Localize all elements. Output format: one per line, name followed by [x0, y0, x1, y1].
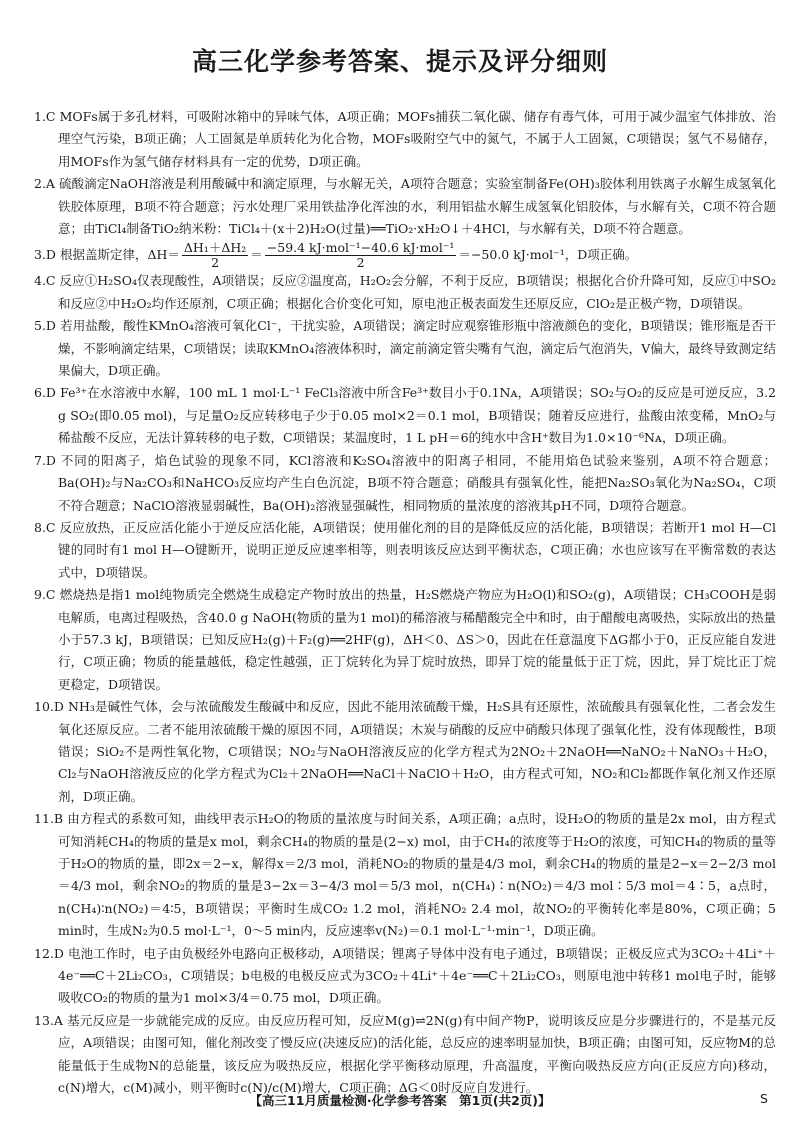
- answer-text: 反应①H₂SO₄仅表现酸性，A项错误；反应②温度高，H₂O₂会分解，不利于反应，B项错误；根据化合价升降可知，反应①中SO₂和反应②中H₂O₂均作还原剂，C项正确；根据化合价变化可知，原电池正极表面发生还原反应，ClO₂是正极产物，D项错误。: [58, 273, 776, 311]
- answer-item-6: [34, 382, 776, 449]
- fraction-numerator: ΔH₁＋ΔH₂: [183, 240, 247, 256]
- answer-number: 7.D: [34, 452, 56, 468]
- answer-item-10: [34, 696, 776, 808]
- answer-number: 9.C: [34, 587, 56, 603]
- answer-item-4: [34, 270, 776, 315]
- answer-text: 若用盐酸，酸性KMnO₄溶液可氧化Cl⁻，干扰实验，A项错误；滴定时应观察锥形瓶中溶液颜色的变化，B项错误；锥形瓶是否干燥，不影响滴定结果，C项错误；读取KMnO₄溶液体积时，滴定前滴定管尖嘴有气泡，滴定后气泡消失，V偏大，最终导致测定结果偏大，D项正确。: [58, 318, 776, 379]
- answer-text: MOFs属于多孔材料，可吸附冰箱中的异味气体，A项正确；MOFs捕获二氧化碳、储存有毒气体，可用于减少温室气体排放、治理空气污染，B项正确；人工固氮是单质转化为化合物，MOFs吸附空气中的氮气，不属于人工固氮，C项错误；氢气不易储存，用MOFs作为氢气储存材料具有一定的优势，D项正确。: [58, 109, 776, 169]
- answer-item-5: [34, 315, 776, 382]
- answer-number: 4.C: [34, 273, 56, 289]
- answer-text: 反应放热，正反应活化能小于逆反应活化能，A项错误；使用催化剂的目的是降低反应的活化能，B项错误；若断开1 mol H—Cl键的同时有1 mol H—O键断开，说明正逆反应速率相等，则表明该反应达到平衡状态，C项正确；水也应该写在平衡常数的表达式中，D项错误。: [58, 519, 776, 580]
- answer-text-pre: 根据盖斯定律，ΔH＝: [59, 247, 180, 263]
- answer-item-1: [34, 106, 776, 173]
- answer-text: 硫酸滴定NaOH溶液是利用酸碱中和滴定原理，与水解无关，A项符合题意；实验室制备Fe(OH)₃胶体利用铁离子水解生成氢氧化铁胶体原理，B项不符合题意；污水处理厂采用铁盐净化浑浊的水，利用铝盐水解生成氢氧化铝胶体，与水解有关，C项不符合题意；由TiCl₄制备TiO₂纳米粉：TiCl₄＋(x＋2)H₂O(过量)══TiO₂·xH₂O↓＋4HCl，与水解有关，D项不符合题意。: [58, 176, 776, 237]
- answer-item-2: [34, 173, 776, 240]
- answer-number: 13.A: [34, 1012, 63, 1028]
- answer-item-8: [34, 517, 776, 584]
- answer-number: 2.A: [34, 176, 55, 192]
- answer-text: 电池工作时，电子由负极经外电路向正极移动，A项错误；锂离子导体中没有电子通过，B项错误；正极反应式为3CO₂＋4Li⁺＋4e⁻══C＋2Li₂CO₃，C项错误；b电极的电极反应式为3CO₂＋4Li⁺＋4e⁻══C＋2Li₂CO₃，则原电池中转移1 mol电子时，能够吸收CO₂的物质的量为1 mol×3/4＝0.75 mol，D项正确。: [58, 945, 776, 1006]
- answer-text-mid: ＝: [250, 247, 263, 263]
- answer-number: 6.D: [34, 385, 56, 401]
- fraction-denominator: 2: [211, 255, 220, 271]
- answer-item-7: [34, 450, 776, 517]
- fraction-denominator: 2: [356, 255, 365, 271]
- answer-item-13: [34, 1010, 776, 1100]
- answer-item-11: [34, 808, 776, 942]
- answer-number: 12.D: [34, 945, 64, 961]
- answer-text: 燃烧热是指1 mol纯物质完全燃烧生成稳定产物时放出的热量，H₂S燃烧产物应为H₂O(l)和SO₂(g)，A项错误；CH₃COOH是弱电解质，电离过程吸热，含40.0 g NaOH(物质的量为1 mol)的稀溶液与稀醋酸完全中和时，由于醋酸电离吸热，实际放出的热量小于57.3 kJ，B项错误；已知反应H₂(g)＋F₂(g)══2HF(g)，ΔH＜0、ΔS＞0，因此在任意温度下ΔG都小于0，正反应能自发进行，C项正确；物质的能量越低，稳定性越强，正丁烷转化为异丁烷时放热，即异丁烷的能量低于正丁烷，因此，异丁烷比正丁烷更稳定，D项错误。: [58, 587, 776, 692]
- answer-number: 8.C: [34, 519, 56, 535]
- page-mark: S: [760, 1091, 768, 1106]
- answer-text: 基元反应是一步就能完成的反应。由反应历程可知，反应M(g)⇌2N(g)有中间产物P，说明该反应是分步骤进行的，不是基元反应，A项错误；由图可知，催化剂改变了慢反应(决速反应)的活化能，总反应的速率明显加快，B项正确；由图可知，反应物M的总能量低于生成物N的总能量，该反应为吸热反应，根据化学平衡移动原理，升高温度，平衡向吸热反应方向(正反应方向)移动，c(N)增大，c(M)减小，则平衡时c(N)/c(M)增大，C项正确；ΔG＜0时反应自发进行。: [58, 1012, 776, 1096]
- answer-item-9: [34, 584, 776, 696]
- answer-text: 由方程式的系数可知，曲线甲表示H₂O的物质的量浓度与时间关系，A项正确；a点时，设H₂O的物质的量是2x mol，由方程式可知消耗CH₄的物质的量是x mol，剩余CH₄的物质的量是(2−x) mol，由于CH₄的浓度等于H₂O的浓度，可知CH₄的物质的量等于H₂O的物质的量，即2x＝2−x，解得x＝2/3 mol，消耗NO₂的物质的量是4/3 mol，剩余CH₄的物质的量是2−x＝2−2/3 mol＝4/3 mol，剩余NO₂的物质的量是3−2x＝3−4/3 mol＝5/3 mol，n(CH₄)∶n(NO₂)＝4/3 mol∶5/3 mol＝4∶5，a点时，n(CH₄)∶n(NO₂)＝4∶5，B项错误；平衡时生成CO₂ 1.2 mol，消耗NO₂ 2.4 mol，故NO₂的平衡转化率是80%，C项正确；5 min时，生成N₂为0.5 mol·L⁻¹，0～5 min内，反应速率v(N₂)＝0.1 mol·L⁻¹·min⁻¹，D项正确。: [58, 811, 776, 939]
- page-title: 高三化学参考答案、提示及评分细则: [191, 47, 608, 76]
- answer-text: 不同的阳离子，焰色试验的现象不同，KCl溶液和K₂SO₄溶液中的阳离子相同，不能用焰色试验来鉴别，A项不符合题意；Ba(OH)₂与Na₂CO₃和NaHCO₃反应均产生白色沉淀，B项不符合题意；硝酸具有强氧化性，能把Na₂SO₃氧化为Na₂SO₄，C项不符合题意；NaClO溶液显弱碱性，Ba(OH)₂溶液显强碱性，相同物质的量浓度的溶液其pH不同，D项符合题意。: [58, 452, 776, 513]
- answer-list: [34, 106, 776, 1099]
- fraction-numerator: −59.4 kJ·mol⁻¹−40.6 kJ·mol⁻¹: [266, 240, 455, 256]
- answer-number: 5.D: [34, 318, 56, 334]
- answer-text: NH₃是碱性气体，会与浓硫酸发生酸碱中和反应，因此不能用浓硫酸干燥，H₂S具有还原性，浓硫酸具有强氧化性，二者会发生氧化还原反应。二者不能用浓硫酸干燥的原因不同，A项错误；木炭与硝酸的反应中硝酸只体现了强氧化性，没有体现酸性，B项错误；SiO₂不是两性氧化物，C项错误；NO₂与NaOH溶液反应的化学方程式为2NO₂＋2NaOH══NaNO₂＋NaNO₃＋H₂O，Cl₂与NaOH溶液反应的化学方程式为Cl₂＋2NaOH══NaCl＋NaClO＋H₂O，由方程式可知，NO₂和Cl₂都既作氧化剂又作还原剂，D项正确。: [58, 699, 776, 804]
- page-footer: 【高三11月质量检测·化学参考答案 第1页(共2页)】: [249, 1093, 551, 1108]
- answer-number: 11.B: [34, 811, 64, 827]
- answer-item-12: [34, 943, 776, 1010]
- answer-number: 3.D: [34, 247, 56, 263]
- answer-item-3: [34, 240, 776, 270]
- answer-text: Fe³⁺在水溶液中水解，100 mL 1 mol·L⁻¹ FeCl₃溶液中所含Fe³⁺数目小于0.1Nᴀ，A项错误；SO₂与O₂的反应是可逆反应，3.2 g SO₂(即0.05 mol)，与足量O₂反应转移电子少于0.05 mol×2＝0.1 mol，B项错误；随着反应进行，盐酸由浓变稀，MnO₂与稀盐酸不反应，无法计算转移的电子数，C项错误；某温度时，1 L pH＝6的纯水中含H⁺数目为1.0×10⁻⁶Nᴀ，D项正确。: [58, 385, 776, 446]
- answer-number: 1.C: [34, 109, 56, 124]
- fraction-2: [265, 241, 457, 270]
- answer-text-post: ＝−50.0 kJ·mol⁻¹，D项正确。: [458, 247, 638, 263]
- answer-number: 10.D: [34, 699, 64, 715]
- fraction-1: [182, 241, 248, 270]
